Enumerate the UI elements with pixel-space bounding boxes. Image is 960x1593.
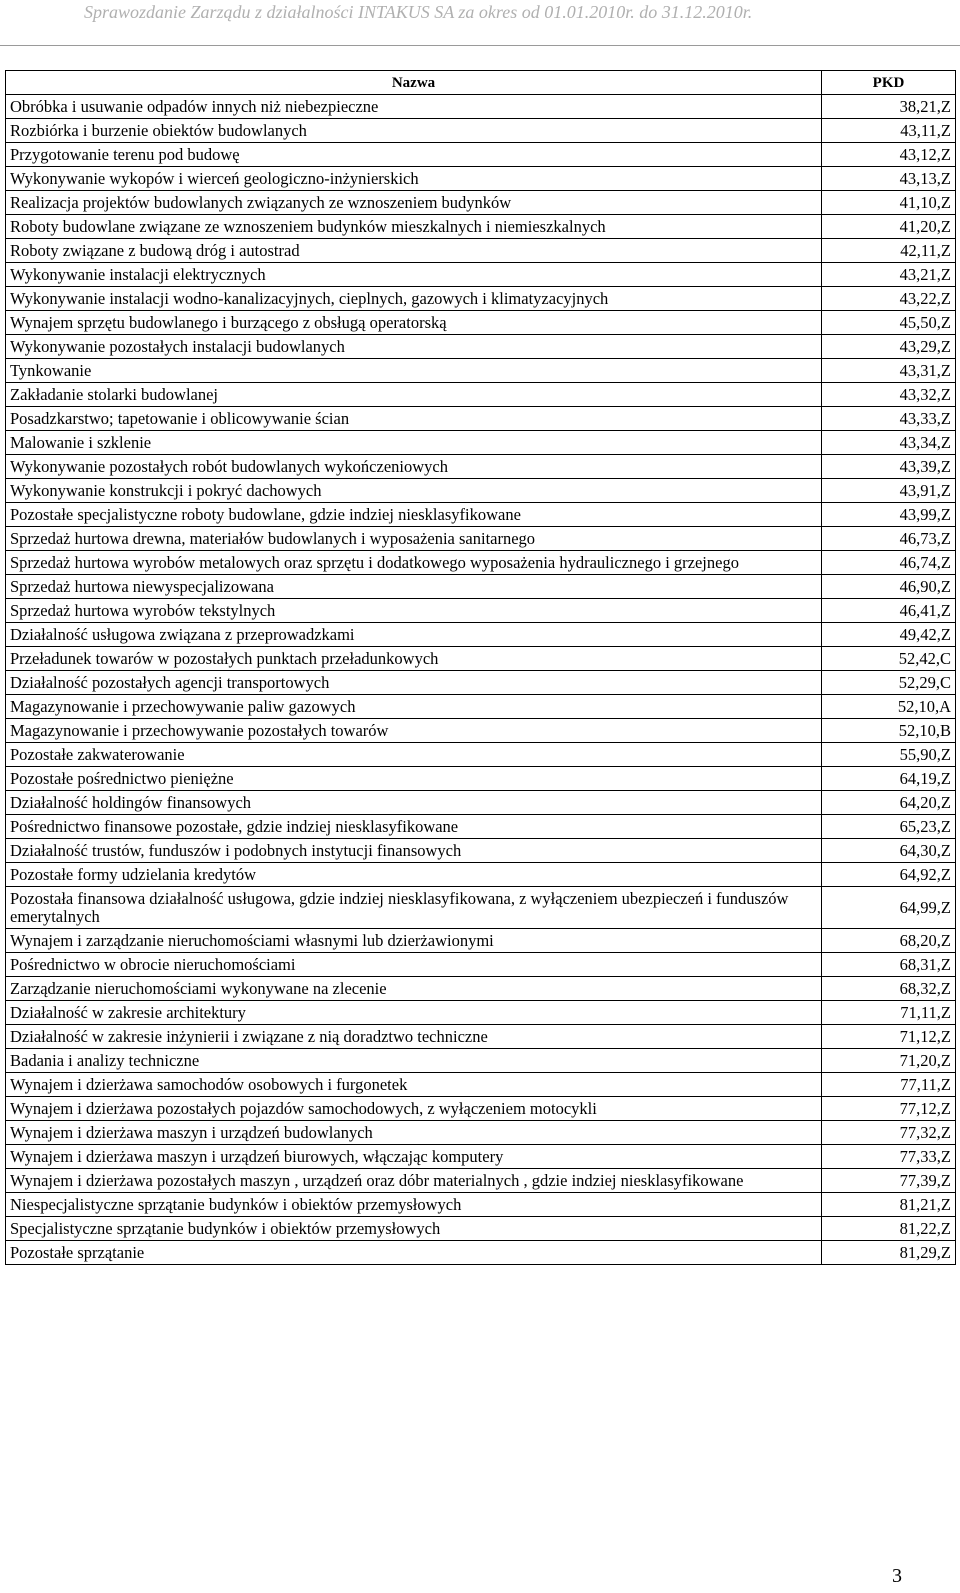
column-header-name: Nazwa <box>6 71 822 95</box>
pkd-code-cell: 43,12,Z <box>822 143 956 167</box>
activity-name-cell: Wykonywanie pozostałych robót budowlanych wykończeniowych <box>6 455 822 479</box>
activity-name-cell: Wykonywanie konstrukcji i pokryć dachowych <box>6 479 822 503</box>
activity-name-cell: Specjalistyczne sprzątanie budynków i obiektów przemysłowych <box>6 1217 822 1241</box>
pkd-code-cell: 43,22,Z <box>822 287 956 311</box>
pkd-code-cell: 64,19,Z <box>822 767 956 791</box>
activity-name-cell: Wynajem i dzierżawa maszyn i urządzeń biurowych, włączając komputery <box>6 1145 822 1169</box>
activity-name-cell: Wykonywanie instalacji elektrycznych <box>6 263 822 287</box>
table-row <box>6 143 956 167</box>
activity-name-cell: Sprzedaż hurtowa drewna, materiałów budowlanych i wyposażenia sanitarnego <box>6 527 822 551</box>
table-row <box>6 1073 956 1097</box>
table-row <box>6 119 956 143</box>
table-row <box>6 287 956 311</box>
pkd-code-cell: 81,29,Z <box>822 1241 956 1265</box>
pkd-code-cell: 49,42,Z <box>822 623 956 647</box>
activity-name-cell: Wykonywanie instalacji wodno-kanalizacyjnych, cieplnych, gazowych i klimatyzacyjnych <box>6 287 822 311</box>
pkd-code-cell: 43,99,Z <box>822 503 956 527</box>
activity-name-cell: Niespecjalistyczne sprzątanie budynków i obiektów przemysłowych <box>6 1193 822 1217</box>
page-header-title: Sprawozdanie Zarządu z działalności INTAKUS SA za okres od 01.01.2010r. do 31.12.2010r. <box>84 2 753 22</box>
table-row <box>6 599 956 623</box>
pkd-code-cell: 71,20,Z <box>822 1049 956 1073</box>
pkd-code-cell: 77,32,Z <box>822 1121 956 1145</box>
activity-name-cell: Pozostałe pośrednictwo pieniężne <box>6 767 822 791</box>
table-row <box>6 839 956 863</box>
pkd-code-cell: 46,74,Z <box>822 551 956 575</box>
activity-name-cell: Działalność w zakresie architektury <box>6 1001 822 1025</box>
table-row <box>6 431 956 455</box>
activity-name-cell: Magazynowanie i przechowywanie paliw gazowych <box>6 695 822 719</box>
activity-name-cell: Zarządzanie nieruchomościami wykonywane na zlecenie <box>6 977 822 1001</box>
pkd-code-cell: 45,50,Z <box>822 311 956 335</box>
table-row <box>6 767 956 791</box>
activity-name-cell: Pośrednictwo finansowe pozostałe, gdzie indziej niesklasyfikowane <box>6 815 822 839</box>
pkd-code-cell: 52,29,C <box>822 671 956 695</box>
table-row <box>6 887 956 929</box>
pkd-code-cell: 64,92,Z <box>822 863 956 887</box>
table-row <box>6 1121 956 1145</box>
pkd-code-cell: 68,20,Z <box>822 929 956 953</box>
pkd-code-cell: 52,10,B <box>822 719 956 743</box>
table-row <box>6 1025 956 1049</box>
pkd-code-cell: 43,31,Z <box>822 359 956 383</box>
pkd-code-cell: 65,23,Z <box>822 815 956 839</box>
table-row <box>6 551 956 575</box>
pkd-code-cell: 43,32,Z <box>822 383 956 407</box>
table-row <box>6 863 956 887</box>
pkd-code-cell: 68,32,Z <box>822 977 956 1001</box>
pkd-code-cell: 43,33,Z <box>822 407 956 431</box>
table-header-row <box>6 71 956 95</box>
activity-name-cell: Zakładanie stolarki budowlanej <box>6 383 822 407</box>
activity-name-cell: Roboty związane z budową dróg i autostrad <box>6 239 822 263</box>
activity-name-cell: Wynajem i dzierżawa pozostałych maszyn , urządzeń oraz dóbr materialnych , gdzie indziej niesklasyfikowane <box>6 1169 822 1193</box>
activity-name-cell: Przygotowanie terenu pod budowę <box>6 143 822 167</box>
pkd-code-cell: 38,21,Z <box>822 95 956 119</box>
activity-name-cell: Pozostałe sprzątanie <box>6 1241 822 1265</box>
activity-name-cell: Wykonywanie wykopów i wierceń geologiczno-inżynierskich <box>6 167 822 191</box>
table-body <box>6 95 956 1265</box>
table-row <box>6 1001 956 1025</box>
pkd-code-cell: 64,30,Z <box>822 839 956 863</box>
table-row <box>6 95 956 119</box>
pkd-code-cell: 68,31,Z <box>822 953 956 977</box>
table-row <box>6 383 956 407</box>
pkd-code-cell: 81,21,Z <box>822 1193 956 1217</box>
activity-name-cell: Sprzedaż hurtowa wyrobów metalowych oraz sprzętu i dodatkowego wyposażenia hydraulicznego i grzejnego <box>6 551 822 575</box>
column-header-pkd: PKD <box>822 71 956 95</box>
pkd-code-cell: 64,99,Z <box>822 887 956 929</box>
activity-name-cell: Działalność pozostałych agencji transportowych <box>6 671 822 695</box>
activity-name-cell: Pozostałe formy udzielania kredytów <box>6 863 822 887</box>
table-row <box>6 479 956 503</box>
activity-name-cell: Wynajem i dzierżawa samochodów osobowych i furgonetek <box>6 1073 822 1097</box>
activity-name-cell: Sprzedaż hurtowa wyrobów tekstylnych <box>6 599 822 623</box>
table-row <box>6 623 956 647</box>
activity-name-cell: Wynajem sprzętu budowlanego i burzącego z obsługą operatorską <box>6 311 822 335</box>
table-row <box>6 695 956 719</box>
table-row <box>6 977 956 1001</box>
table-row <box>6 455 956 479</box>
activity-name-cell: Realizacja projektów budowlanych związanych ze wznoszeniem budynków <box>6 191 822 215</box>
table-row <box>6 743 956 767</box>
table-row <box>6 215 956 239</box>
activity-name-cell: Wynajem i zarządzanie nieruchomościami własnymi lub dzierżawionymi <box>6 929 822 953</box>
table-row <box>6 1097 956 1121</box>
activity-name-cell: Pozostała finansowa działalność usługowa, gdzie indziej niesklasyfikowana, z wyłączeniem ubezpieczeń i funduszów emerytalnych <box>6 887 822 929</box>
pkd-code-cell: 41,20,Z <box>822 215 956 239</box>
activity-name-cell: Pozostałe specjalistyczne roboty budowlane, gdzie indziej niesklasyfikowane <box>6 503 822 527</box>
pkd-code-cell: 77,33,Z <box>822 1145 956 1169</box>
pkd-code-cell: 42,11,Z <box>822 239 956 263</box>
pkd-code-cell: 43,11,Z <box>822 119 956 143</box>
activity-name-cell: Roboty budowlane związane ze wznoszeniem budynków mieszkalnych i niemieszkalnych <box>6 215 822 239</box>
table-row <box>6 791 956 815</box>
table-row <box>6 929 956 953</box>
activity-name-cell: Pozostałe zakwaterowanie <box>6 743 822 767</box>
activity-name-cell: Malowanie i szklenie <box>6 431 822 455</box>
table-row <box>6 191 956 215</box>
pkd-code-cell: 77,39,Z <box>822 1169 956 1193</box>
pkd-code-cell: 46,41,Z <box>822 599 956 623</box>
table-row <box>6 575 956 599</box>
pkd-code-cell: 46,73,Z <box>822 527 956 551</box>
pkd-code-cell: 64,20,Z <box>822 791 956 815</box>
pkd-code-cell: 41,10,Z <box>822 191 956 215</box>
pkd-code-cell: 43,29,Z <box>822 335 956 359</box>
pkd-table <box>5 70 956 1265</box>
table-row <box>6 359 956 383</box>
table-row <box>6 503 956 527</box>
pkd-code-cell: 55,90,Z <box>822 743 956 767</box>
table-row <box>6 1169 956 1193</box>
pkd-code-cell: 77,12,Z <box>822 1097 956 1121</box>
activity-name-cell: Wynajem i dzierżawa maszyn i urządzeń budowlanych <box>6 1121 822 1145</box>
pkd-code-cell: 52,10,A <box>822 695 956 719</box>
activity-name-cell: Przeładunek towarów w pozostałych punktach przeładunkowych <box>6 647 822 671</box>
pkd-code-cell: 71,12,Z <box>822 1025 956 1049</box>
table-row <box>6 263 956 287</box>
pkd-code-cell: 46,90,Z <box>822 575 956 599</box>
table-row <box>6 719 956 743</box>
activity-name-cell: Pośrednictwo w obrocie nieruchomościami <box>6 953 822 977</box>
table-row <box>6 527 956 551</box>
pkd-code-cell: 71,11,Z <box>822 1001 956 1025</box>
activity-name-cell: Sprzedaż hurtowa niewyspecjalizowana <box>6 575 822 599</box>
activity-name-cell: Rozbiórka i burzenie obiektów budowlanych <box>6 119 822 143</box>
pkd-code-cell: 43,21,Z <box>822 263 956 287</box>
activity-name-cell: Działalność w zakresie inżynierii i związane z nią doradztwo techniczne <box>6 1025 822 1049</box>
table-row <box>6 167 956 191</box>
page-number: 3 <box>892 1565 902 1587</box>
activity-name-cell: Wynajem i dzierżawa pozostałych pojazdów samochodowych, z wyłączeniem motocykli <box>6 1097 822 1121</box>
pkd-code-cell: 43,39,Z <box>822 455 956 479</box>
activity-name-cell: Działalność usługowa związana z przeprowadzkami <box>6 623 822 647</box>
activity-name-cell: Działalność holdingów finansowych <box>6 791 822 815</box>
table-row <box>6 671 956 695</box>
activity-name-cell: Magazynowanie i przechowywanie pozostałych towarów <box>6 719 822 743</box>
pkd-code-cell: 43,91,Z <box>822 479 956 503</box>
table-row <box>6 407 956 431</box>
table-row <box>6 1241 956 1265</box>
page-header <box>0 0 960 46</box>
pkd-code-cell: 77,11,Z <box>822 1073 956 1097</box>
activity-name-cell: Tynkowanie <box>6 359 822 383</box>
activity-name-cell: Wykonywanie pozostałych instalacji budowlanych <box>6 335 822 359</box>
table-row <box>6 1145 956 1169</box>
table-row <box>6 815 956 839</box>
table-row <box>6 335 956 359</box>
table-row <box>6 953 956 977</box>
table-row <box>6 239 956 263</box>
activity-name-cell: Posadzkarstwo; tapetowanie i oblicowywanie ścian <box>6 407 822 431</box>
pkd-code-cell: 81,22,Z <box>822 1217 956 1241</box>
table-row <box>6 1049 956 1073</box>
pkd-code-cell: 43,34,Z <box>822 431 956 455</box>
table-row <box>6 1193 956 1217</box>
table-row <box>6 311 956 335</box>
activity-name-cell: Badania i analizy techniczne <box>6 1049 822 1073</box>
activity-name-cell: Obróbka i usuwanie odpadów innych niż niebezpieczne <box>6 95 822 119</box>
pkd-code-cell: 52,42,C <box>822 647 956 671</box>
table-row <box>6 1217 956 1241</box>
table-row <box>6 647 956 671</box>
activity-name-cell: Działalność trustów, funduszów i podobnych instytucji finansowych <box>6 839 822 863</box>
pkd-code-cell: 43,13,Z <box>822 167 956 191</box>
